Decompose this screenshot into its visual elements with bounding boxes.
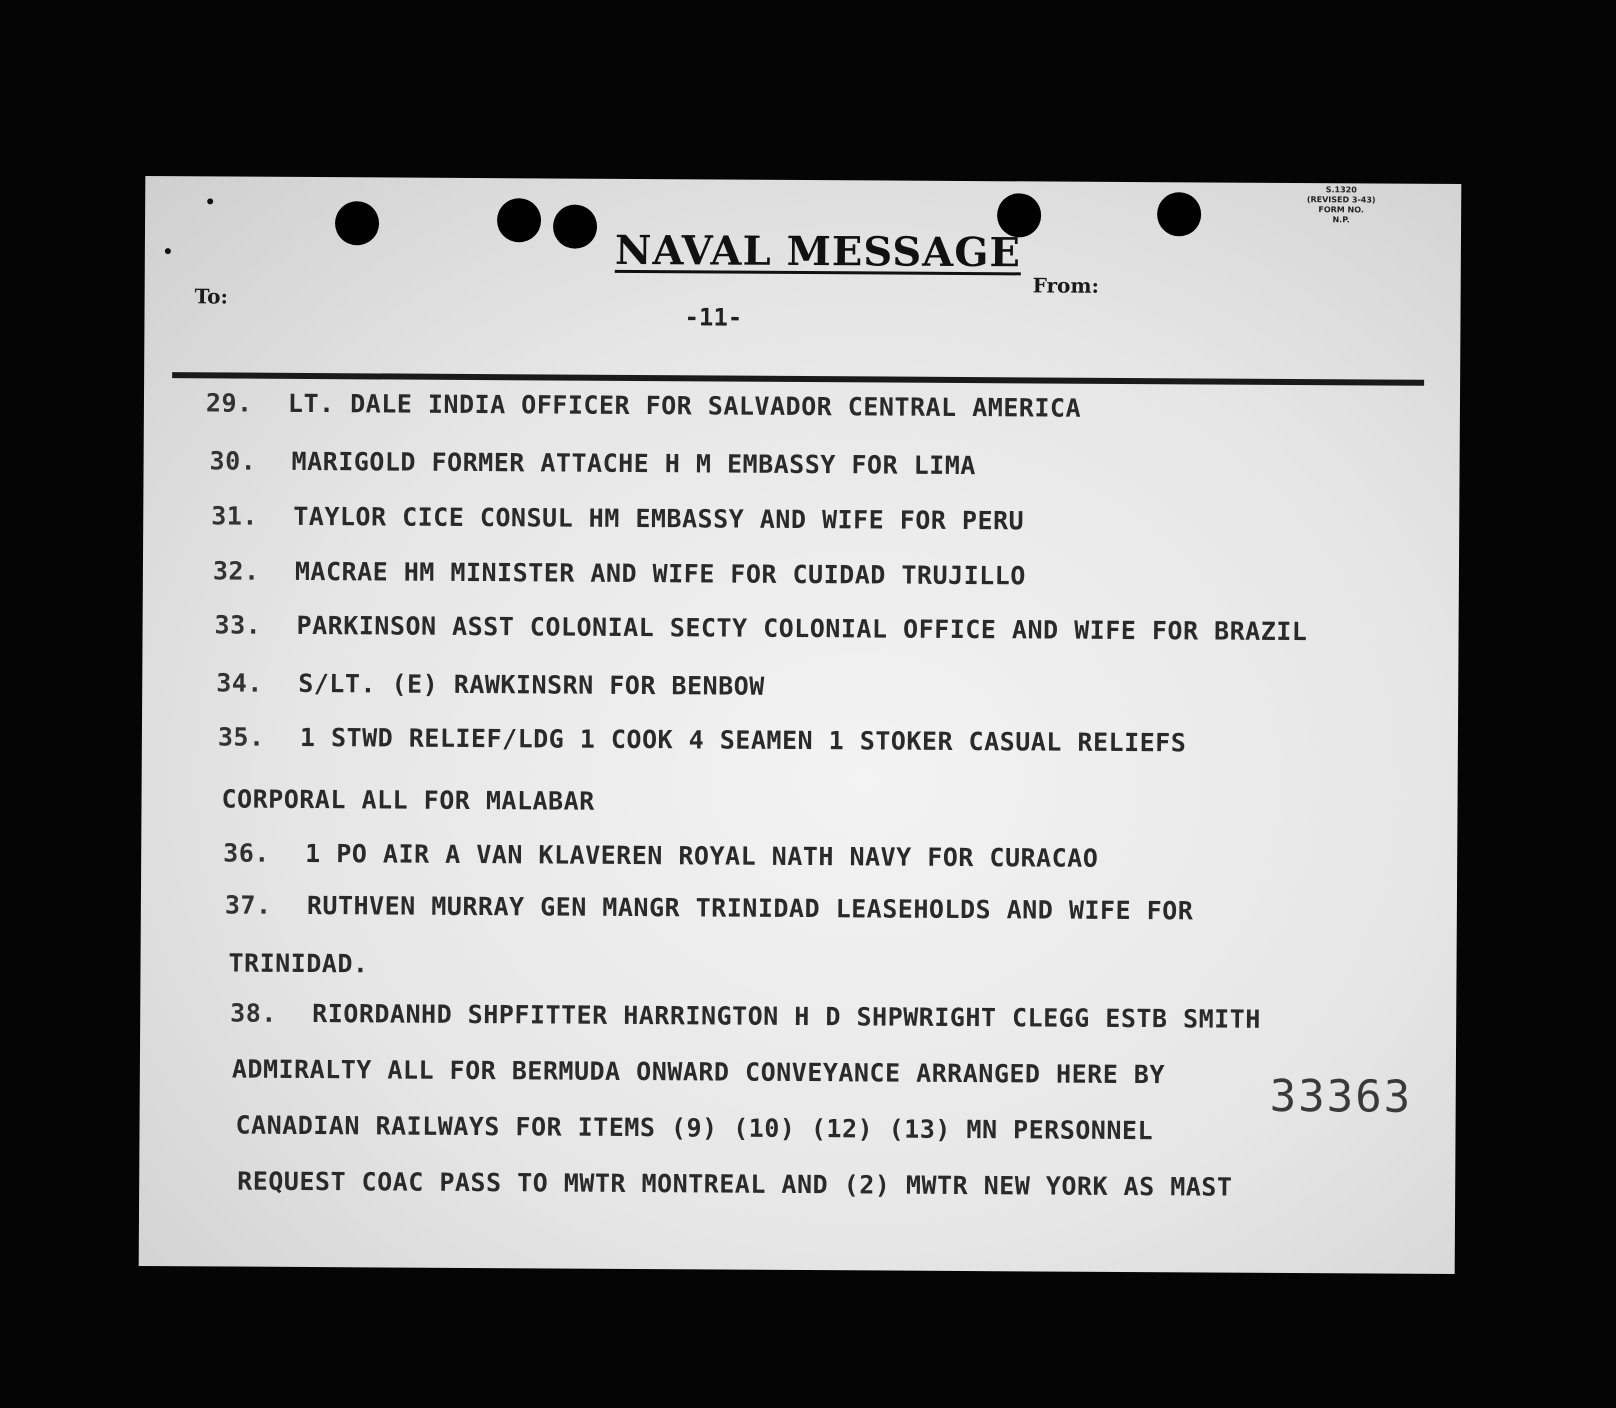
item-number: 33. (214, 610, 262, 640)
punch-hole (335, 201, 379, 245)
item-number: 35. (217, 722, 265, 752)
item-number: 36. (223, 838, 270, 868)
item-number: 38. (230, 998, 277, 1028)
message-line (223, 838, 1098, 872)
line-text: TAYLOR CICE CONSUL HM EMBASSY AND WIFE FOR PERU (293, 501, 1025, 536)
line-text: 1 STWD RELIEF/LDG 1 COOK 4 SEAMEN 1 STOKER CASUAL RELIEFS (299, 722, 1187, 758)
ink-speck (165, 248, 171, 254)
punch-hole (497, 198, 541, 242)
message-line (218, 722, 1187, 757)
page-title: NAVAL MESSAGE (614, 226, 1022, 277)
item-number: 32. (212, 556, 260, 586)
form-reference (1281, 185, 1401, 226)
to-label: To: (194, 284, 228, 309)
message-line (206, 388, 1081, 422)
punch-hole (553, 204, 597, 248)
message-line (225, 890, 1194, 925)
message-line (210, 446, 976, 480)
line-text: RIORDANHD SHPFITTER HARRINGTON H D SHPWRIGHT CLEGG ESTB SMITH (312, 999, 1261, 1034)
item-number: 30. (209, 446, 257, 476)
ink-speck (207, 198, 213, 204)
line-text: CORPORAL ALL FOR MALABAR (221, 784, 595, 816)
item-number: 29. (205, 388, 253, 418)
naval-message-form (139, 176, 1462, 1274)
line-text: ADMIRALTY ALL FOR BERMUDA ONWARD CONVEYANCE ARRANGED HERE BY (231, 1054, 1166, 1090)
item-number: 31. (211, 501, 259, 531)
line-text: RUTHVEN MURRAY GEN MANGR TRINIDAD LEASEHOLDS AND WIFE FOR (306, 890, 1194, 926)
message-line (232, 1055, 1165, 1090)
stamp-number: 33363 (1269, 1070, 1413, 1123)
line-text: PARKINSON ASST COLONIAL SECTY COLONIAL OFFICE AND WIFE FOR BRAZIL (296, 610, 1308, 647)
message-line (215, 610, 1308, 646)
message-line (235, 1111, 1153, 1146)
message-line (213, 556, 1026, 590)
message-line (228, 949, 368, 979)
form-ref-line: (REVISED 3-43) (1306, 195, 1376, 205)
line-text: LT. DALE INDIA OFFICER FOR SALVADOR CENTRAL AMERICA (287, 388, 1082, 423)
form-ref-line: S.1320 (1325, 185, 1357, 195)
line-text: TRINIDAD. (228, 948, 369, 979)
line-text: CANADIAN RAILWAYS FOR ITEMS (9) (10) (12) (13) MN PERSONNEL (235, 1110, 1154, 1146)
from-label: From: (1032, 273, 1100, 298)
line-text: S/LT. (E) RAWKINSRN FOR BENBOW (298, 668, 765, 701)
line-text: MARIGOLD FORMER ATTACHE H M EMBASSY FOR LIMA (291, 446, 976, 481)
message-line (230, 999, 1261, 1034)
header-divider (172, 372, 1424, 386)
form-ref-line: N.P. (1332, 215, 1350, 225)
message-line (211, 501, 1024, 535)
line-text: 1 PO AIR A VAN KLAVEREN ROYAL NATH NAVY FOR CURACAO (305, 838, 1099, 873)
punch-hole (1157, 192, 1201, 236)
message-line (237, 1167, 1232, 1202)
page-number: -11- (684, 303, 743, 332)
message-line (216, 668, 765, 700)
form-ref-line: FORM NO. (1318, 205, 1364, 215)
message-line (221, 784, 594, 815)
item-number: 37. (224, 890, 272, 920)
line-text: MACRAE HM MINISTER AND WIFE FOR CUIDAD TRUJILLO (294, 556, 1026, 591)
line-text: REQUEST COAC PASS TO MWTR MONTREAL AND (2) MWTR NEW YORK AS MAST (237, 1166, 1233, 1202)
item-number: 34. (216, 668, 263, 698)
